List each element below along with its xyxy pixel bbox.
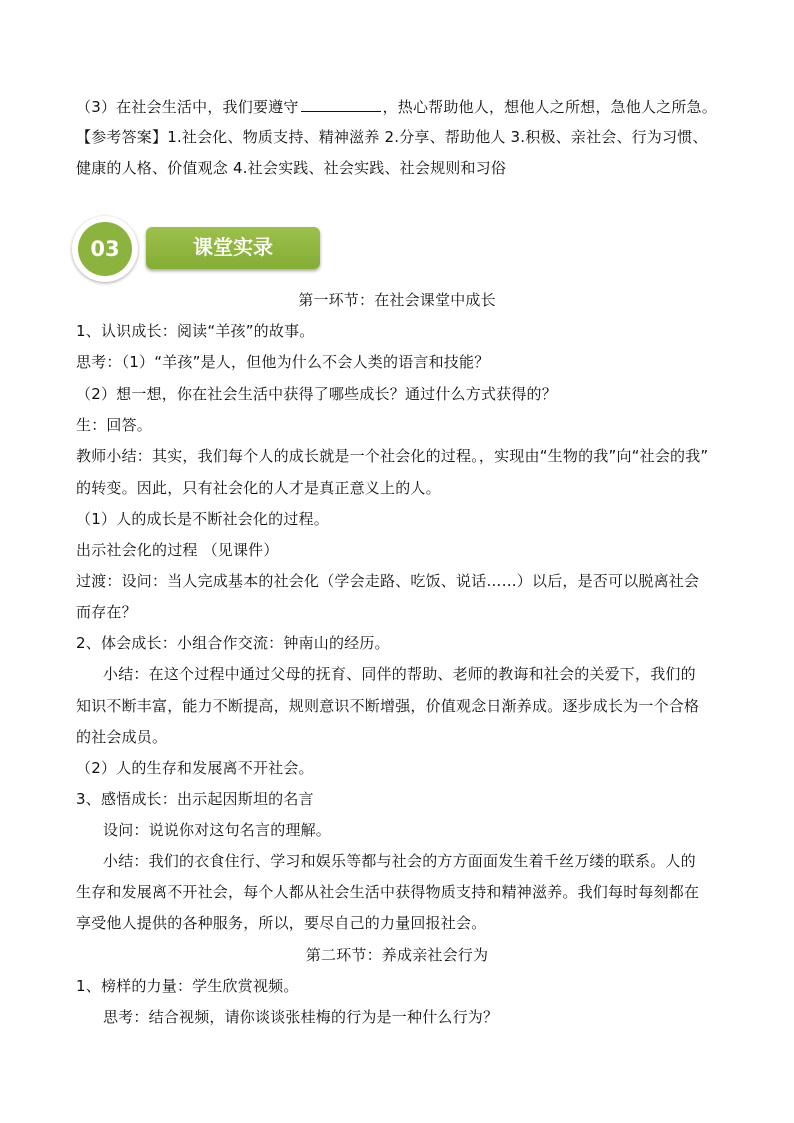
paragraph-line: 小结：在这个过程中通过父母的抚育、同伴的帮助、老师的教诲和社会的关爱下，我们的 — [103, 665, 696, 683]
paragraph-line: 思考：结合视频，请你谈谈张桂梅的行为是一种什么行为？ — [103, 1008, 499, 1026]
paragraph-line: 的转变。因此，只有社会化的人才是真正意义上的人。 — [76, 479, 441, 497]
subsection-heading-2: 第二环节：养成亲社会行为 — [305, 946, 489, 964]
paragraph-line: 生存和发展离不开社会，每个人都从社会生活中获得物质支持和精神滋养。我们每时每刻都在 — [76, 883, 700, 901]
paragraph-line: 过渡：设问：当人完成基本的社会化（学会走路、吃饭、说话……）以后，是否可以脱离社会 — [76, 572, 700, 590]
question-3-prefix: （3）在社会生活中，我们要遵守 — [76, 98, 299, 116]
paragraph-line: 而存在？ — [76, 603, 137, 621]
paragraph-line: 出示社会化的过程 （见课件） — [76, 541, 279, 559]
question-3-suffix: ，热心帮助他人，想他人之所想，急他人之所急。 — [382, 98, 717, 116]
reference-answer-line-1: 【参考答案】1.社会化、物质支持、精神滋养 2.分享、帮助他人 3.积极、亲社会、行为习惯、 — [76, 128, 708, 146]
fill-in-blank — [301, 96, 381, 112]
reference-answer-line-2: 健康的人格、价值观念 4.社会实践、社会实践、社会规则和习俗 — [76, 159, 507, 177]
paragraph-line: （2）人的生存和发展离不开社会。 — [76, 759, 314, 777]
question-3-line — [76, 96, 717, 117]
section-number-badge — [72, 216, 138, 282]
paragraph-line: 的社会成员。 — [76, 728, 168, 746]
paragraph-line: 教师小结：其实，我们每个人的成长就是一个社会化的过程。，实现由“生物的我”向“社会的我” — [76, 447, 709, 465]
paragraph-line: 知识不断丰富，能力不断提高，规则意识不断增强，价值观念日渐养成。逐步成长为一个合格 — [76, 697, 700, 715]
section-number: 03 — [78, 222, 132, 276]
paragraph-line: 2、体会成长：小组合作交流：钟南山的经历。 — [76, 634, 390, 652]
paragraph-line: 生：回答。 — [76, 416, 153, 434]
paragraph-line: （1）人的成长是不断社会化的过程。 — [76, 510, 329, 528]
paragraph-line: 3、感悟成长：出示起因斯坦的名言 — [76, 790, 314, 808]
paragraph-line: 享受他人提供的各种服务，所以，要尽自己的力量回报社会。 — [76, 914, 487, 932]
subsection-heading-1: 第一环节：在社会课堂中成长 — [298, 291, 496, 309]
paragraph-line: 1、认识成长：阅读“羊孩”的故事。 — [76, 322, 315, 340]
section-title-banner: 课堂实录 — [146, 227, 320, 269]
paragraph-line: 设问：说说你对这句名言的理解。 — [103, 821, 332, 839]
paragraph-line: 1、榜样的力量：学生欣赏视频。 — [76, 977, 299, 995]
paragraph-line: 小结：我们的衣食住行、学习和娱乐等都与社会的方方面面发生着千丝万缕的联系。人的 — [103, 852, 696, 870]
paragraph-line: 思考：（1）“羊孩”是人，但他为什么不会人类的语言和技能？ — [76, 353, 490, 371]
paragraph-line: （2）想一想，你在社会生活中获得了哪些成长？通过什么方式获得的？ — [76, 385, 557, 403]
